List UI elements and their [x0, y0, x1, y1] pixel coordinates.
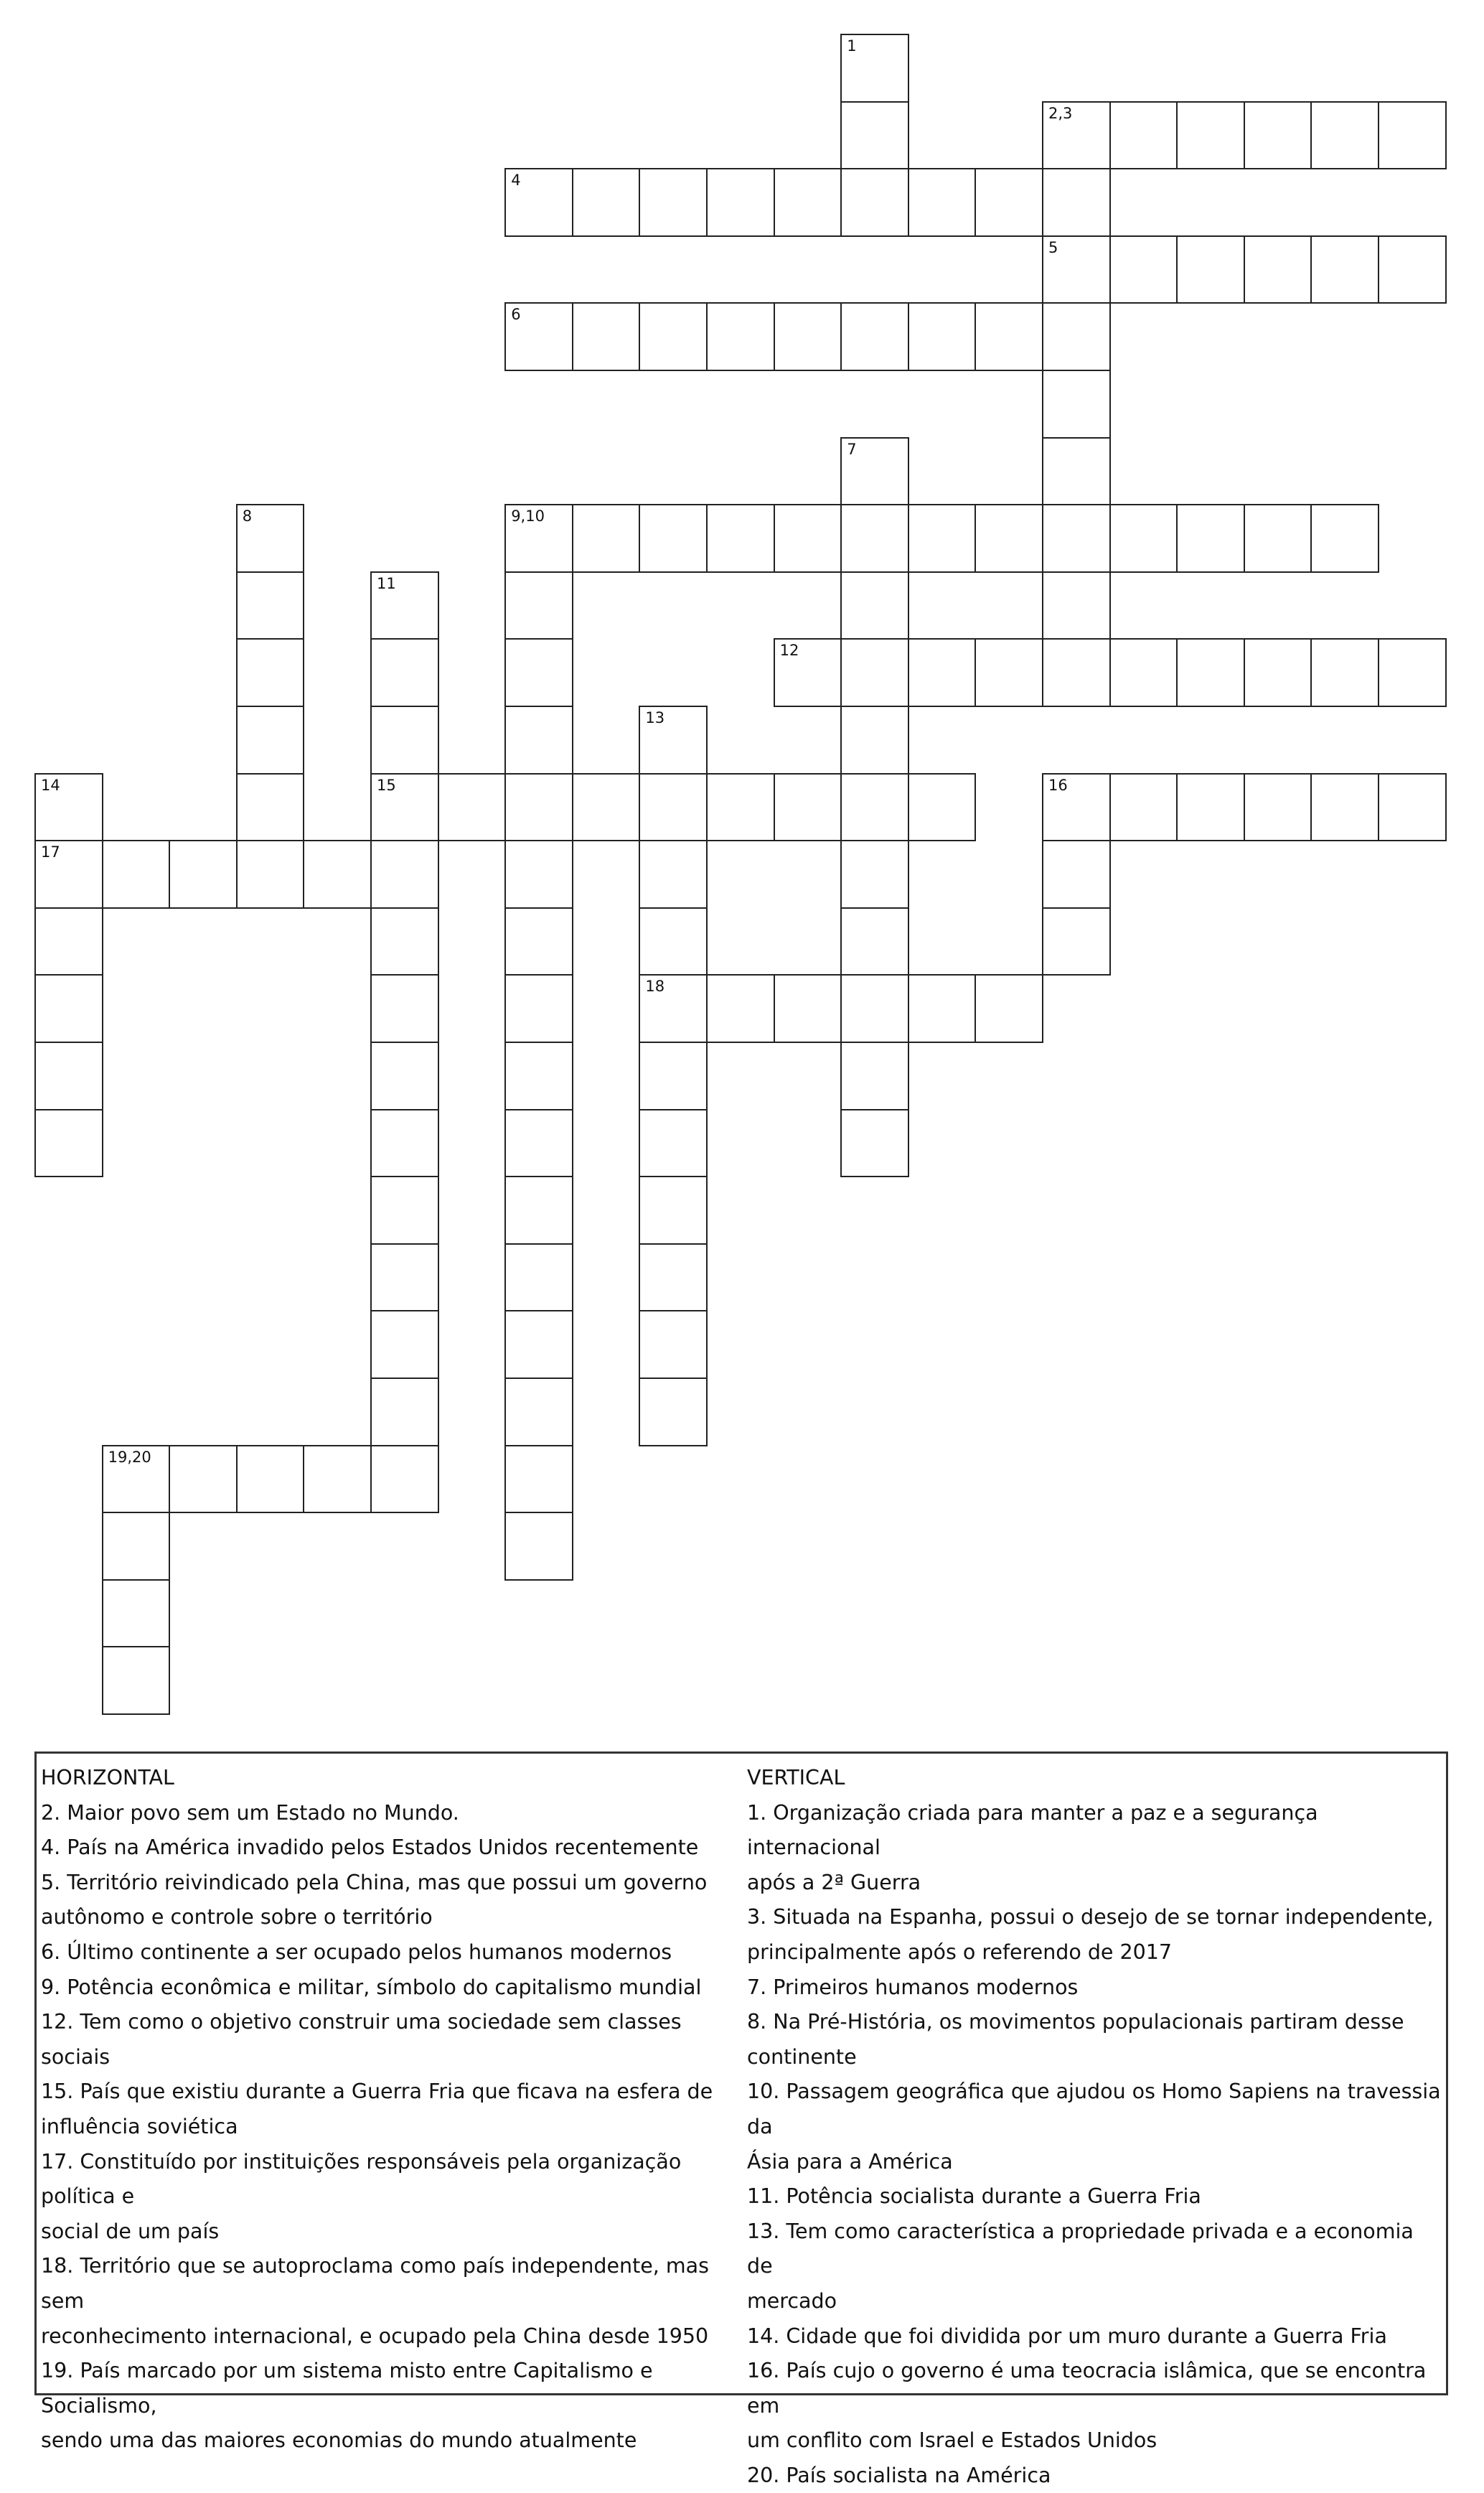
clue-number: 13: [645, 709, 665, 726]
vertical-clue-line: 7. Primeiros humanos modernos: [747, 1975, 1079, 1999]
grid-cell[interactable]: [774, 974, 842, 1043]
vertical-clue-line: continente: [747, 2044, 857, 2069]
vertical-clue-line: mercado: [747, 2288, 837, 2313]
clue-number: 17: [41, 843, 60, 861]
grid-cell[interactable]: [774, 773, 842, 842]
grid-cell[interactable]: [1042, 437, 1111, 506]
grid-cell[interactable]: [34, 974, 103, 1043]
grid-cell[interactable]: [34, 1042, 103, 1110]
clue-number: 5: [1048, 238, 1058, 256]
vertical-clue-line: após a 2ª Guerra: [747, 1870, 921, 1894]
grid-cell[interactable]: [639, 974, 708, 1043]
grid-cell[interactable]: [370, 1176, 439, 1245]
grid-cell[interactable]: [840, 638, 909, 707]
grid-cell[interactable]: [639, 1176, 708, 1245]
grid-cell[interactable]: [840, 504, 909, 573]
clue-number: 12: [779, 642, 799, 660]
grid-cell[interactable]: [706, 974, 775, 1043]
grid-cell[interactable]: [504, 974, 573, 1043]
grid-cell[interactable]: [572, 773, 641, 842]
grid-cell[interactable]: [1378, 773, 1447, 842]
grid-cell[interactable]: [1042, 101, 1111, 170]
grid-cell[interactable]: [504, 773, 573, 842]
grid-cell[interactable]: [1310, 773, 1379, 842]
grid-cell[interactable]: [504, 1176, 573, 1245]
grid-cell[interactable]: [236, 1445, 305, 1514]
horizontal-clue-line: autônomo e controle sobre o território: [41, 1905, 433, 1930]
grid-cell[interactable]: [639, 706, 708, 775]
clue-number: 14: [41, 776, 60, 794]
grid-cell[interactable]: [639, 1310, 708, 1379]
grid-cell[interactable]: [1176, 101, 1245, 170]
grid-cell[interactable]: [840, 840, 909, 909]
grid-cell[interactable]: [774, 302, 842, 371]
clue-number: 18: [645, 978, 665, 996]
grid-cell[interactable]: [102, 1512, 171, 1581]
grid-cell[interactable]: [236, 571, 305, 640]
grid-cell[interactable]: [236, 638, 305, 707]
horizontal-clue-line: 2. Maior povo sem um Estado no Mundo.: [41, 1800, 459, 1825]
horizontal-clue-line: 9. Potência econômica e militar, símbolo do capitalismo mundial: [41, 1975, 702, 1999]
grid-cell[interactable]: [504, 1378, 573, 1446]
grid-cell[interactable]: [504, 1243, 573, 1312]
grid-cell[interactable]: [639, 907, 708, 976]
grid-cell[interactable]: [639, 1378, 708, 1446]
grid-cell[interactable]: [370, 840, 439, 909]
grid-cell[interactable]: [1042, 504, 1111, 573]
grid-cell[interactable]: [840, 302, 909, 371]
clue-number: 6: [511, 306, 521, 324]
vertical-clue-line: 1. Organização criada para manter a paz e a segurança internacional: [747, 1800, 1318, 1860]
horizontal-clue-line: reconhecimento internacional, e ocupado pela China desde 1950: [41, 2324, 709, 2348]
horizontal-clue-line: 5. Território reivindicado pela China, mas que possui um governo: [41, 1870, 708, 1894]
grid-cell[interactable]: [840, 907, 909, 976]
grid-cell[interactable]: [1176, 235, 1245, 304]
grid-cell[interactable]: [102, 1646, 171, 1715]
grid-cell[interactable]: [908, 974, 977, 1043]
grid-cell[interactable]: [102, 1579, 171, 1648]
grid-cell[interactable]: [504, 1109, 573, 1178]
grid-cell[interactable]: [34, 773, 103, 842]
horizontal-clues: [41, 1761, 744, 2459]
horizontal-clue-line: 4. País na América invadido pelos Estados Unidos recentemente: [41, 1835, 699, 1860]
grid-cell[interactable]: [370, 1378, 439, 1446]
grid-cell[interactable]: [706, 302, 775, 371]
clues-box: [34, 1751, 1448, 2487]
grid-cell[interactable]: [706, 504, 775, 573]
grid-cell[interactable]: [639, 1109, 708, 1178]
grid-cell[interactable]: [1109, 235, 1178, 304]
grid-cell[interactable]: [840, 1109, 909, 1178]
horizontal-clue-line: social de um país: [41, 2219, 220, 2243]
grid-cell[interactable]: [34, 840, 103, 909]
grid-cell[interactable]: [1109, 638, 1178, 707]
clue-number: 8: [242, 508, 253, 525]
grid-cell[interactable]: [1244, 638, 1312, 707]
grid-cell[interactable]: [504, 840, 573, 909]
grid-cell[interactable]: [303, 840, 372, 909]
grid-cell[interactable]: [504, 302, 573, 371]
horizontal-clue-line: 18. Território que se autoproclama como país independente, mas sem: [41, 2254, 709, 2313]
grid-cell[interactable]: [572, 168, 641, 237]
grid-cell[interactable]: [1042, 302, 1111, 371]
grid-cell[interactable]: [1244, 504, 1312, 573]
grid-cell[interactable]: [102, 840, 171, 909]
clue-number: 1: [847, 37, 857, 55]
grid-cell[interactable]: [975, 302, 1043, 371]
horizontal-heading: HORIZONTAL: [41, 1766, 174, 1790]
vertical-clue-line: 20. País socialista na América: [747, 2463, 1051, 2487]
grid-cell[interactable]: [169, 1445, 238, 1514]
grid-cell[interactable]: [840, 34, 909, 103]
grid-cell[interactable]: [236, 840, 305, 909]
grid-cell[interactable]: [370, 773, 439, 842]
grid-cell[interactable]: [774, 504, 842, 573]
clue-number: 15: [377, 776, 396, 794]
clue-number: 11: [377, 574, 396, 592]
grid-cell[interactable]: [975, 504, 1043, 573]
grid-cell[interactable]: [303, 1445, 372, 1514]
grid-cell[interactable]: [370, 638, 439, 707]
grid-cell[interactable]: [1378, 101, 1447, 170]
clue-number: 16: [1048, 776, 1068, 794]
grid-cell[interactable]: [1042, 638, 1111, 707]
grid-cell[interactable]: [706, 168, 775, 237]
horizontal-clue-line: influência soviética: [41, 2114, 238, 2138]
grid-cell[interactable]: [639, 840, 708, 909]
grid-cell[interactable]: [1042, 907, 1111, 976]
grid-cell[interactable]: [1109, 773, 1178, 842]
grid-cell[interactable]: [1310, 504, 1379, 573]
grid-cell[interactable]: [639, 1042, 708, 1110]
grid-cell[interactable]: [504, 1042, 573, 1110]
grid-cell[interactable]: [504, 706, 573, 775]
vertical-clue-line: 11. Potência socialista durante a Guerra Fria: [747, 2184, 1201, 2209]
horizontal-clue-line: sendo uma das maiores economias do mundo atualmente: [41, 2428, 637, 2453]
grid-cell[interactable]: [639, 168, 708, 237]
vertical-clue-line: 14. Cidade que foi dividida por um muro durante a Guerra Fria: [747, 2324, 1387, 2348]
grid-cell[interactable]: [1378, 235, 1447, 304]
grid-cell[interactable]: [1378, 638, 1447, 707]
grid-cell[interactable]: [34, 1109, 103, 1178]
grid-cell[interactable]: [774, 638, 842, 707]
grid-cell[interactable]: [908, 302, 977, 371]
vertical-heading: VERTICAL: [747, 1766, 845, 1790]
grid-cell[interactable]: [370, 907, 439, 976]
grid-cell[interactable]: [504, 1310, 573, 1379]
grid-cell[interactable]: [1042, 235, 1111, 304]
grid-cell[interactable]: [504, 168, 573, 237]
grid-cell[interactable]: [975, 168, 1043, 237]
grid-cell[interactable]: [1042, 840, 1111, 909]
grid-cell[interactable]: [572, 302, 641, 371]
grid-cell[interactable]: [34, 907, 103, 976]
grid-cell[interactable]: [908, 504, 977, 573]
clue-number: 2,3: [1048, 104, 1073, 122]
grid-cell[interactable]: [370, 1445, 439, 1514]
grid-cell[interactable]: [1109, 101, 1178, 170]
grid-cell[interactable]: [370, 706, 439, 775]
grid-cell[interactable]: [908, 638, 977, 707]
grid-cell[interactable]: [236, 773, 305, 842]
horizontal-clue-line: 19. País marcado por um sistema misto entre Capitalismo e Socialismo,: [41, 2359, 653, 2418]
grid-cell[interactable]: [1042, 370, 1111, 439]
grid-cell[interactable]: [1042, 773, 1111, 842]
grid-cell[interactable]: [102, 1445, 171, 1514]
grid-cell[interactable]: [370, 974, 439, 1043]
grid-cell[interactable]: [840, 1042, 909, 1110]
grid-cell[interactable]: [236, 706, 305, 775]
grid-cell[interactable]: [370, 1243, 439, 1312]
grid-cell[interactable]: [1042, 168, 1111, 237]
grid-cell[interactable]: [504, 1512, 573, 1581]
grid-cell[interactable]: [908, 773, 977, 842]
grid-cell[interactable]: [236, 504, 305, 573]
grid-cell[interactable]: [840, 437, 909, 506]
vertical-clue-line: 8. Na Pré-História, os movimentos populacionais partiram desse: [747, 2010, 1404, 2034]
vertical-clue-line: um conflito com Israel e Estados Unidos: [747, 2428, 1157, 2453]
grid-cell[interactable]: [1176, 504, 1245, 573]
horizontal-clue-line: 6. Último continente a ser ocupado pelos humanos modernos: [41, 1940, 672, 1964]
grid-cell[interactable]: [370, 571, 439, 640]
grid-cell[interactable]: [639, 504, 708, 573]
grid-cell[interactable]: [908, 168, 977, 237]
vertical-clue-line: 16. País cujo o governo é uma teocracia islâmica, que se encontra em: [747, 2359, 1427, 2418]
horizontal-clue-line: 12. Tem como o objetivo construir uma sociedade sem classes sociais: [41, 2010, 682, 2069]
grid-cell[interactable]: [1109, 504, 1178, 573]
grid-cell[interactable]: [639, 302, 708, 371]
vertical-clue-line: 3. Situada na Espanha, possui o desejo de se tornar independente,: [747, 1905, 1434, 1930]
grid-cell[interactable]: [169, 840, 238, 909]
grid-cell[interactable]: [1176, 773, 1245, 842]
grid-cell[interactable]: [504, 638, 573, 707]
grid-cell[interactable]: [572, 504, 641, 573]
grid-cell[interactable]: [504, 907, 573, 976]
horizontal-clue-line: 17. Constituído por instituições responsáveis pela organização política e: [41, 2149, 682, 2209]
grid-cell[interactable]: [1176, 638, 1245, 707]
horizontal-clue-line: 15. País que existiu durante a Guerra Fria que ficava na esfera de: [41, 2080, 713, 2104]
grid-cell[interactable]: [1310, 235, 1379, 304]
grid-cell[interactable]: [370, 1042, 439, 1110]
grid-cell[interactable]: [639, 1243, 708, 1312]
grid-cell[interactable]: [1244, 235, 1312, 304]
grid-cell[interactable]: [774, 168, 842, 237]
grid-cell[interactable]: [438, 773, 507, 842]
grid-cell[interactable]: [1244, 101, 1312, 170]
clue-number: 9,10: [511, 508, 545, 525]
vertical-clues: [747, 1761, 1443, 2493]
grid-cell[interactable]: [840, 974, 909, 1043]
clue-number: 19,20: [108, 1448, 151, 1466]
grid-cell[interactable]: [504, 504, 573, 573]
vertical-clue-line: 10. Passagem geográfica que ajudou os Homo Sapiens na travessia da: [747, 2080, 1441, 2138]
grid-cell[interactable]: [706, 773, 775, 842]
grid-cell[interactable]: [1244, 773, 1312, 842]
vertical-clue-line: 13. Tem como característica a propriedade privada e a economia de: [747, 2219, 1414, 2278]
clue-number: 7: [847, 440, 857, 458]
grid-cell[interactable]: [639, 773, 708, 842]
grid-cell[interactable]: [975, 974, 1043, 1043]
grid-cell[interactable]: [840, 773, 909, 842]
grid-cell[interactable]: [840, 168, 909, 237]
clue-number: 4: [511, 172, 521, 190]
grid-cell[interactable]: [504, 571, 573, 640]
grid-cell[interactable]: [1310, 638, 1379, 707]
grid-cell[interactable]: [840, 571, 909, 640]
grid-cell[interactable]: [840, 101, 909, 170]
vertical-clue-line: Ásia para a América: [747, 2149, 953, 2174]
grid-cell[interactable]: [975, 638, 1043, 707]
grid-cell[interactable]: [840, 706, 909, 775]
grid-cell[interactable]: [370, 1310, 439, 1379]
vertical-clue-line: principalmente após o referendo de 2017: [747, 1940, 1173, 1964]
grid-cell[interactable]: [1310, 101, 1379, 170]
grid-cell[interactable]: [504, 1445, 573, 1514]
grid-cell[interactable]: [1042, 571, 1111, 640]
grid-cell[interactable]: [370, 1109, 439, 1178]
